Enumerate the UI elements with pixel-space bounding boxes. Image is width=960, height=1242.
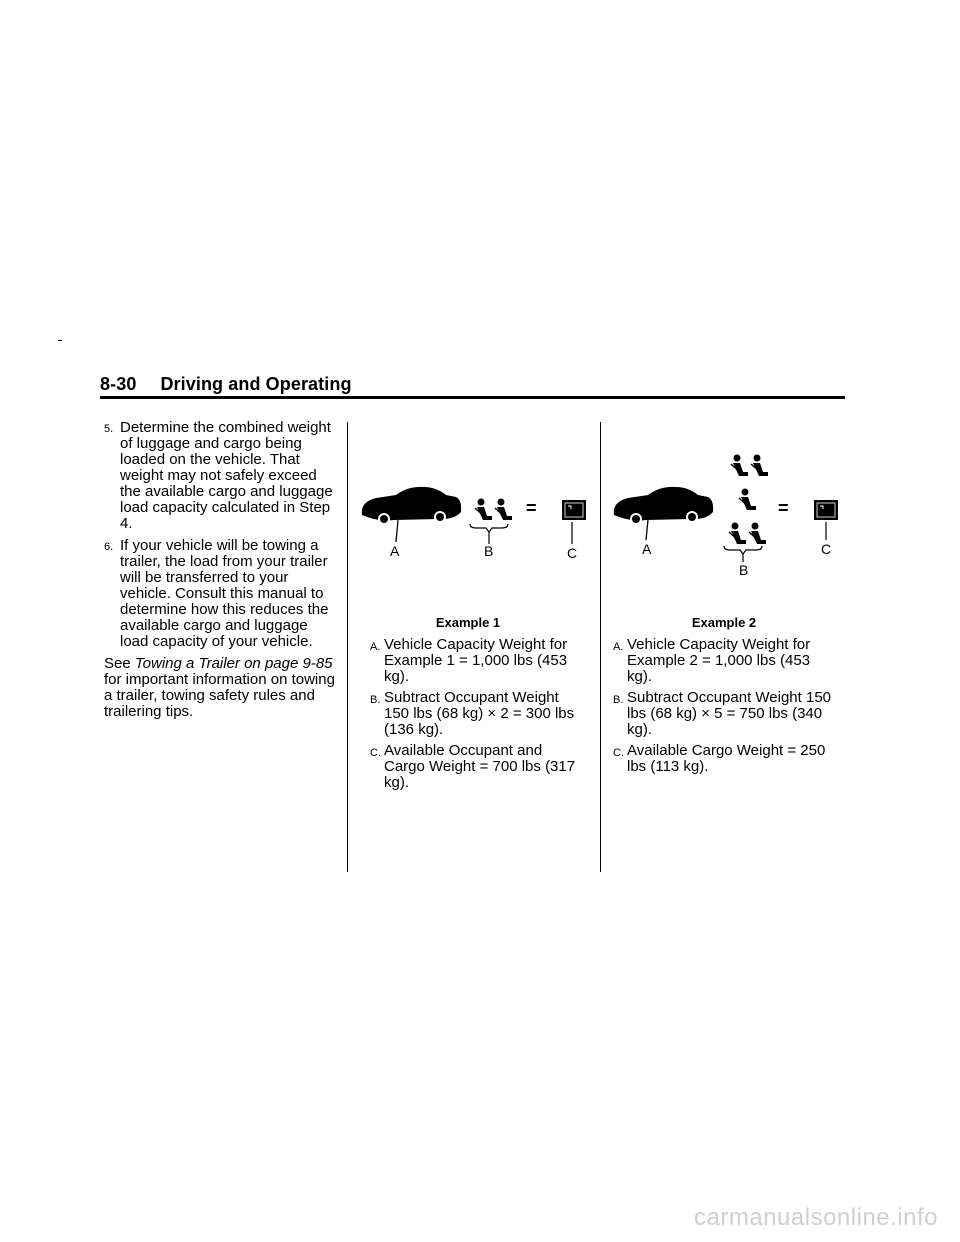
header-rule xyxy=(100,396,845,399)
example-2-figure xyxy=(610,440,846,580)
item-letter: A. xyxy=(370,641,381,653)
seated-occupant-icon xyxy=(495,499,512,521)
equals-sign: = xyxy=(778,498,789,518)
bracket xyxy=(724,546,762,554)
item-text: Vehicle Capacity Weight for Example 1 = 1,000 lbs (453 kg). xyxy=(384,636,568,685)
figure-label-b: B xyxy=(484,543,494,559)
example-2-notes xyxy=(613,637,833,780)
minus-sign: – xyxy=(700,498,711,518)
step-text: If your vehicle will be towing a trailer, the load from your trailer will be transferred to your vehicle. Consult this manual to determine how this reduces the available cargo and luggage load capacity of your vehicle. xyxy=(120,537,329,650)
example-1-figure xyxy=(358,440,594,575)
minus-sign: – xyxy=(446,498,457,518)
column-divider xyxy=(347,422,348,872)
list-item xyxy=(613,743,833,775)
see-suffix: for important information on towing a trailer, towing safety rules and trailering tips. xyxy=(104,671,335,720)
item-letter: B. xyxy=(613,694,624,706)
item-text: Subtract Occupant Weight 150 lbs (68 kg) × 2 = 300 lbs (136 kg). xyxy=(384,689,575,738)
page-number: 8-30 xyxy=(100,374,137,394)
item-letter: B. xyxy=(370,694,381,706)
page-title xyxy=(100,374,845,395)
cargo-box-icon xyxy=(814,500,838,520)
seated-occupant-icon xyxy=(749,523,766,545)
item-letter: C. xyxy=(613,747,624,759)
item-text: Available Occupant and Cargo Weight = 700 lbs (317 kg). xyxy=(384,742,576,791)
list-item xyxy=(370,743,585,791)
towing-trailer-link[interactable]: Towing a Trailer on page 9-85 xyxy=(134,655,333,672)
figure-label-c: C xyxy=(567,545,578,561)
step-5 xyxy=(104,420,336,532)
seated-occupant-icon xyxy=(751,455,768,477)
example-1-notes xyxy=(370,637,585,796)
list-item xyxy=(613,690,833,738)
figure-caption: Example 2 xyxy=(691,615,757,630)
item-text: Available Cargo Weight = 250 lbs (113 kg). xyxy=(627,742,826,775)
see-paragraph xyxy=(104,656,336,720)
column-divider xyxy=(600,422,601,872)
step-text: Determine the combined weight of luggage and cargo being loaded on the vehicle. That weight may not safely exceed the available cargo and luggage load capacity calculated in Step 4. xyxy=(120,419,333,532)
item-text: Subtract Occupant Weight 150 lbs (68 kg) × 5 = 750 lbs (340 kg). xyxy=(627,689,832,738)
list-item xyxy=(613,637,833,685)
seated-occupant-icon xyxy=(729,523,746,545)
left-column xyxy=(104,420,336,720)
item-text: Vehicle Capacity Weight for Example 2 = 1,000 lbs (453 kg). xyxy=(627,636,811,685)
step-6 xyxy=(104,538,336,650)
list-item xyxy=(370,690,585,738)
seated-occupant-icon xyxy=(739,489,756,511)
seated-occupant-icon xyxy=(475,499,492,521)
cargo-box-icon xyxy=(562,500,586,520)
item-letter: C. xyxy=(370,747,381,759)
see-prefix: See xyxy=(104,655,131,672)
figure-label-b: B xyxy=(739,562,749,578)
figure-label-a: A xyxy=(642,541,652,557)
list-item xyxy=(370,637,585,685)
page-header xyxy=(100,374,845,395)
section-title: Driving and Operating xyxy=(160,374,352,394)
page-mark xyxy=(58,340,62,341)
equals-sign: = xyxy=(526,498,537,518)
figure-label-a: A xyxy=(390,543,400,559)
figure-label-c: C xyxy=(821,541,832,557)
bracket xyxy=(470,524,508,532)
step-number: 6. xyxy=(104,541,114,553)
item-letter: A. xyxy=(613,641,624,653)
seated-occupant-icon xyxy=(731,455,748,477)
car-icon xyxy=(614,487,713,540)
figure-caption: Example 1 xyxy=(435,615,501,630)
watermark: carmanualsonline.info xyxy=(694,1204,938,1231)
step-number: 5. xyxy=(104,423,114,435)
